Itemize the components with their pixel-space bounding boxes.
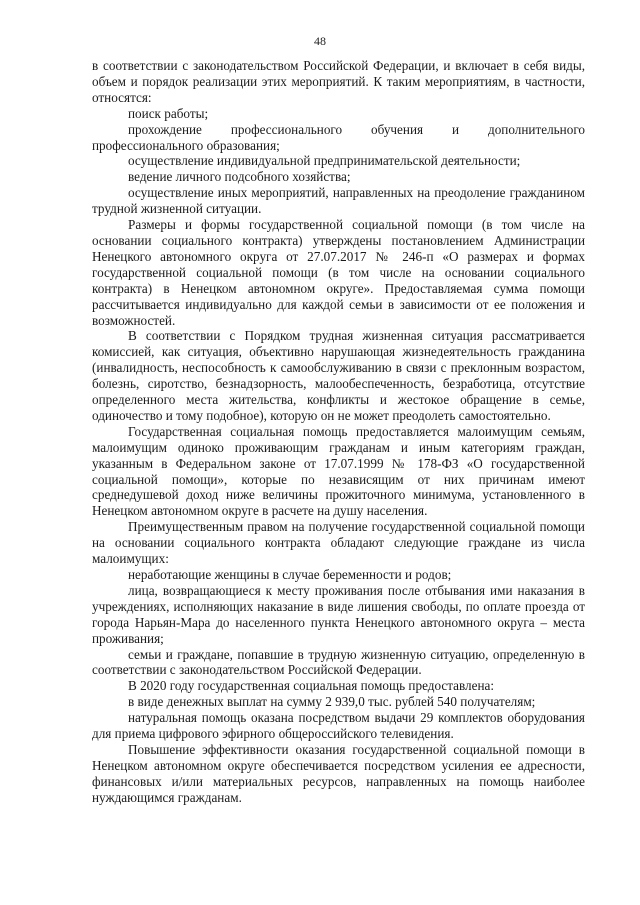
paragraph: В 2020 году государственная социальная помощь предоставлена: — [128, 678, 495, 694]
paragraph: Государственная социальная помощь предоставляется малоимущим семьям, малоимущим одиноко проживающим гражданам и иным категориям граждан, указанным в Федеральном законе от 17.07.1999 № 178-ФЗ «О государственной социальной помощи», которые по независящим от них причинам имеют среднедушевой доход ниже величины прожиточного минимума, установленного в Ненецком автономном округе в расчете на душу населения. — [92, 423, 585, 519]
list-item: натуральная помощь оказана посредством выдачи 29 комплектов оборудования для приема цифрового эфирного общероссийского телевидения. — [92, 710, 585, 742]
list-item: поиск работы; — [128, 105, 209, 121]
list-item: осуществление иных мероприятий, направленных на преодоление гражданином трудной жизненной ситуации. — [92, 185, 585, 217]
paragraph: В соответствии с Порядком трудная жизненная ситуация рассматривается комиссией, как ситуация, объективно нарушающая жизнедеятельность гражданина (инвалидность, неспособность к самообслуживанию в связи с преклонным возрастом, болезнь, сиротство, безнадзорность, малообеспеченность, безработица, отсутствие определенного места жительства, конфликты и жестокое обращение в семье, одиночество и тому подобное), которую он не может преодолеть самостоятельно. — [92, 328, 585, 423]
page-number: 48 — [314, 34, 326, 48]
paragraph: в соответствии с законодательством Российской Федерации, и включает в себя виды, объем и порядок реализации этих мероприятий. К таким мероприятиям, в частности, относятся: — [92, 58, 585, 105]
document-body — [92, 58, 585, 806]
list-item: осуществление индивидуальной предпринимательской деятельности; — [128, 153, 521, 169]
list-item: в виде денежных выплат на сумму 2 939,0 тыс. рублей 540 получателям; — [128, 694, 536, 710]
paragraph: Повышение эффективности оказания государственной социальной помощи в Ненецком автономном округе обеспечивается посредством усиления ее адресности, финансовых и/или материальных ресурсов, направленных на помощь наиболее нуждающимся гражданам. — [92, 741, 585, 805]
paragraph: Размеры и формы государственной социальной помощи (в том числе на основании социального контракта) утверждены постановлением Администрации Ненецкого автономного округа от 27.07.2017 № 246-п «О размерах и формах государственной социальной помощи (в том числе на основании социального контракта) в Ненецком автономном округе». Предоставляемая сумма помощи рассчитывается индивидуально для каждой семьи в зависимости от ее положения и возможностей. — [92, 217, 585, 328]
list-item: ведение личного подсобного хозяйства; — [128, 169, 351, 185]
list-item: семьи и граждане, попавшие в трудную жизненную ситуацию, определенную в соответствии с законодательством Российской Федерации. — [92, 646, 585, 678]
list-item: неработающие женщины в случае беременности и родов; — [128, 567, 452, 582]
paragraph: Преимущественным правом на получение государственной социальной помощи на основании социального контракта обладают следующие граждане из числа малоимущих: — [92, 519, 585, 567]
list-item: лица, возвращающиеся к месту проживания после отбывания ими наказания в учреждениях, исполняющих наказание в виде лишения свободы, по оплате проезда от города Нарьян-Мара до населенного пункта Ненецкого автономного округа – места проживания; — [92, 582, 585, 646]
list-item: прохождение профессионального обучения и дополнительного профессионального образования; — [92, 121, 585, 153]
